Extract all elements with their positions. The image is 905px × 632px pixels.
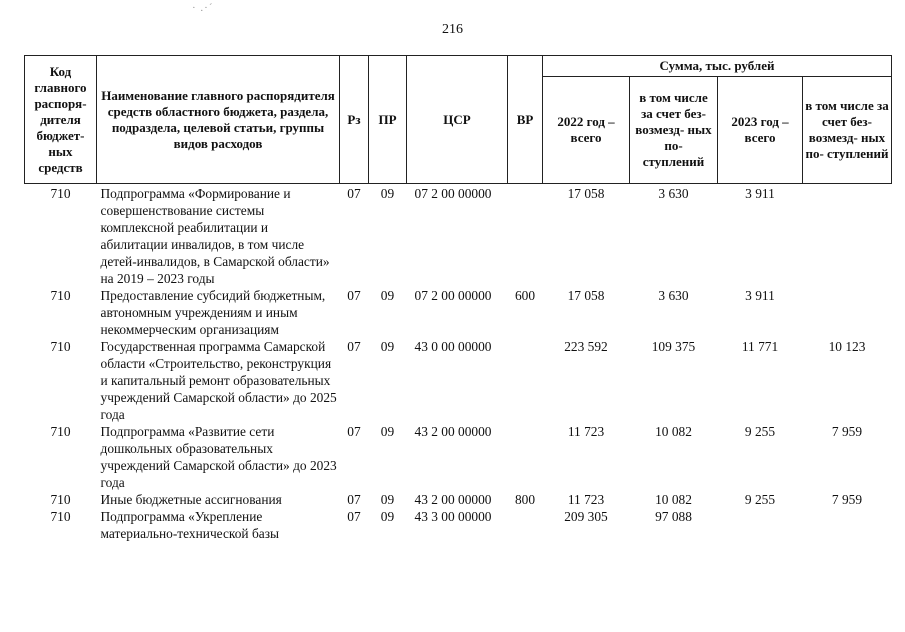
cell-csr: 07 2 00 00000 xyxy=(414,288,492,303)
cell-code: 710 xyxy=(50,186,71,201)
cell-2022-grants: 109 375 xyxy=(651,339,696,354)
header-2023-total: 2023 год – всего xyxy=(718,77,803,184)
cell-2022-grants: 10 082 xyxy=(655,424,692,439)
header-rz: Рз xyxy=(340,56,369,184)
cell-2022-grants: 97 088 xyxy=(655,509,692,524)
cell-code: 710 xyxy=(50,339,71,354)
cell-code: 710 xyxy=(50,288,71,303)
table-row xyxy=(25,184,892,288)
table-row xyxy=(25,338,892,423)
cell-name: Подпрограмма «Укрепление материально-технической базы xyxy=(100,509,279,541)
page-number: 216 xyxy=(442,22,463,37)
cell-pr: 09 xyxy=(380,424,395,439)
cell-csr: 43 3 00 00000 xyxy=(414,509,492,524)
cell-pr: 09 xyxy=(380,288,395,303)
cell-vr xyxy=(508,423,543,491)
header-pr: ПР xyxy=(369,56,407,184)
cell-2022-grants: 10 082 xyxy=(655,492,692,507)
cell-2023-total: 11 771 xyxy=(741,339,779,354)
cell-2022-total: 17 058 xyxy=(567,288,605,303)
cell-2023-grants: 10 123 xyxy=(828,339,866,354)
cell-rz: 07 xyxy=(347,288,361,303)
cell-vr: 600 xyxy=(514,288,536,303)
cell-vr xyxy=(508,508,543,542)
cell-2022-total: 17 058 xyxy=(567,186,605,201)
header-sum-group: Сумма, тыс. рублей xyxy=(543,56,892,77)
cell-2022-grants: 3 630 xyxy=(658,186,689,201)
cell-vr xyxy=(508,184,543,288)
cell-2023-total: 9 255 xyxy=(744,492,776,507)
cell-vr xyxy=(508,338,543,423)
header-code: Код главного распоря- дителя бюджет- ных средств xyxy=(25,56,97,184)
scan-mark: · .·´ xyxy=(192,2,214,14)
cell-pr: 09 xyxy=(380,492,395,507)
table-row xyxy=(25,508,892,542)
cell-2023-grants: 7 959 xyxy=(831,492,863,507)
table-row xyxy=(25,491,892,508)
cell-csr: 43 0 00 00000 xyxy=(414,339,492,354)
table-body xyxy=(25,184,892,543)
cell-name: Иные бюджетные ассигнования xyxy=(100,492,282,507)
cell-name: Государственная программа Самарской области «Строительство, реконструкция и капитальный ремонт образовательных учреждений Самарской области» до 2025 года xyxy=(100,339,337,422)
header-2023-grants: в том числе за счет без- возмезд- ных по- ступлений xyxy=(803,77,892,184)
cell-name: Предоставление субсидий бюджетным, автономным учреждениям и иным некоммерческим организациям xyxy=(100,288,326,337)
cell-pr: 09 xyxy=(380,509,395,524)
cell-2022-total: 223 592 xyxy=(564,339,608,354)
cell-2023-grants xyxy=(803,287,892,338)
cell-csr: 43 2 00 00000 xyxy=(414,424,492,439)
cell-2023-total: 3 911 xyxy=(745,186,775,201)
cell-2023-total: 3 911 xyxy=(745,288,775,303)
cell-2023-grants xyxy=(803,508,892,542)
cell-2022-total: 11 723 xyxy=(567,424,605,439)
header-csr: ЦСР xyxy=(407,56,508,184)
table-row xyxy=(25,287,892,338)
cell-2023-total: 9 255 xyxy=(744,424,776,439)
cell-rz: 07 xyxy=(347,339,361,354)
cell-csr: 07 2 00 00000 xyxy=(414,186,492,201)
cell-2023-total xyxy=(718,508,803,542)
cell-name: Подпрограмма «Развитие сети дошкольных образовательных учреждений Самарской области» до 2023 года xyxy=(100,424,337,490)
cell-rz: 07 xyxy=(347,186,361,201)
cell-code: 710 xyxy=(50,492,71,507)
header-2022-grants: в том числе за счет без- возмезд- ных по- ступлений xyxy=(630,77,718,184)
cell-2022-total: 11 723 xyxy=(567,492,605,507)
budget-table xyxy=(24,55,892,542)
header-name: Наименование главного распорядителя средств областного бюджета, раздела, подраздела, целевой статьи, группы видов расходов xyxy=(97,56,340,184)
cell-rz: 07 xyxy=(347,424,361,439)
cell-code: 710 xyxy=(50,424,71,439)
cell-rz: 07 xyxy=(347,492,361,507)
cell-name: Подпрограмма «Формирование и совершенствование системы комплексной реабилитации и абилитации инвалидов, в том числе детей-инвалидов, в Самарской области» на 2019 – 2023 годы xyxy=(100,186,330,286)
cell-vr: 800 xyxy=(514,492,536,507)
header-vr: ВР xyxy=(508,56,543,184)
cell-2022-grants: 3 630 xyxy=(658,288,689,303)
cell-rz: 07 xyxy=(347,509,361,524)
table-row xyxy=(25,423,892,491)
table-header xyxy=(25,56,892,184)
cell-code: 710 xyxy=(50,509,71,524)
cell-2022-total: 209 305 xyxy=(564,509,608,524)
header-2022-total: 2022 год – всего xyxy=(543,77,630,184)
cell-2023-grants: 7 959 xyxy=(831,424,863,439)
cell-pr: 09 xyxy=(380,339,395,354)
cell-2023-grants xyxy=(803,184,892,288)
cell-csr: 43 2 00 00000 xyxy=(414,492,492,507)
cell-pr: 09 xyxy=(380,186,395,201)
